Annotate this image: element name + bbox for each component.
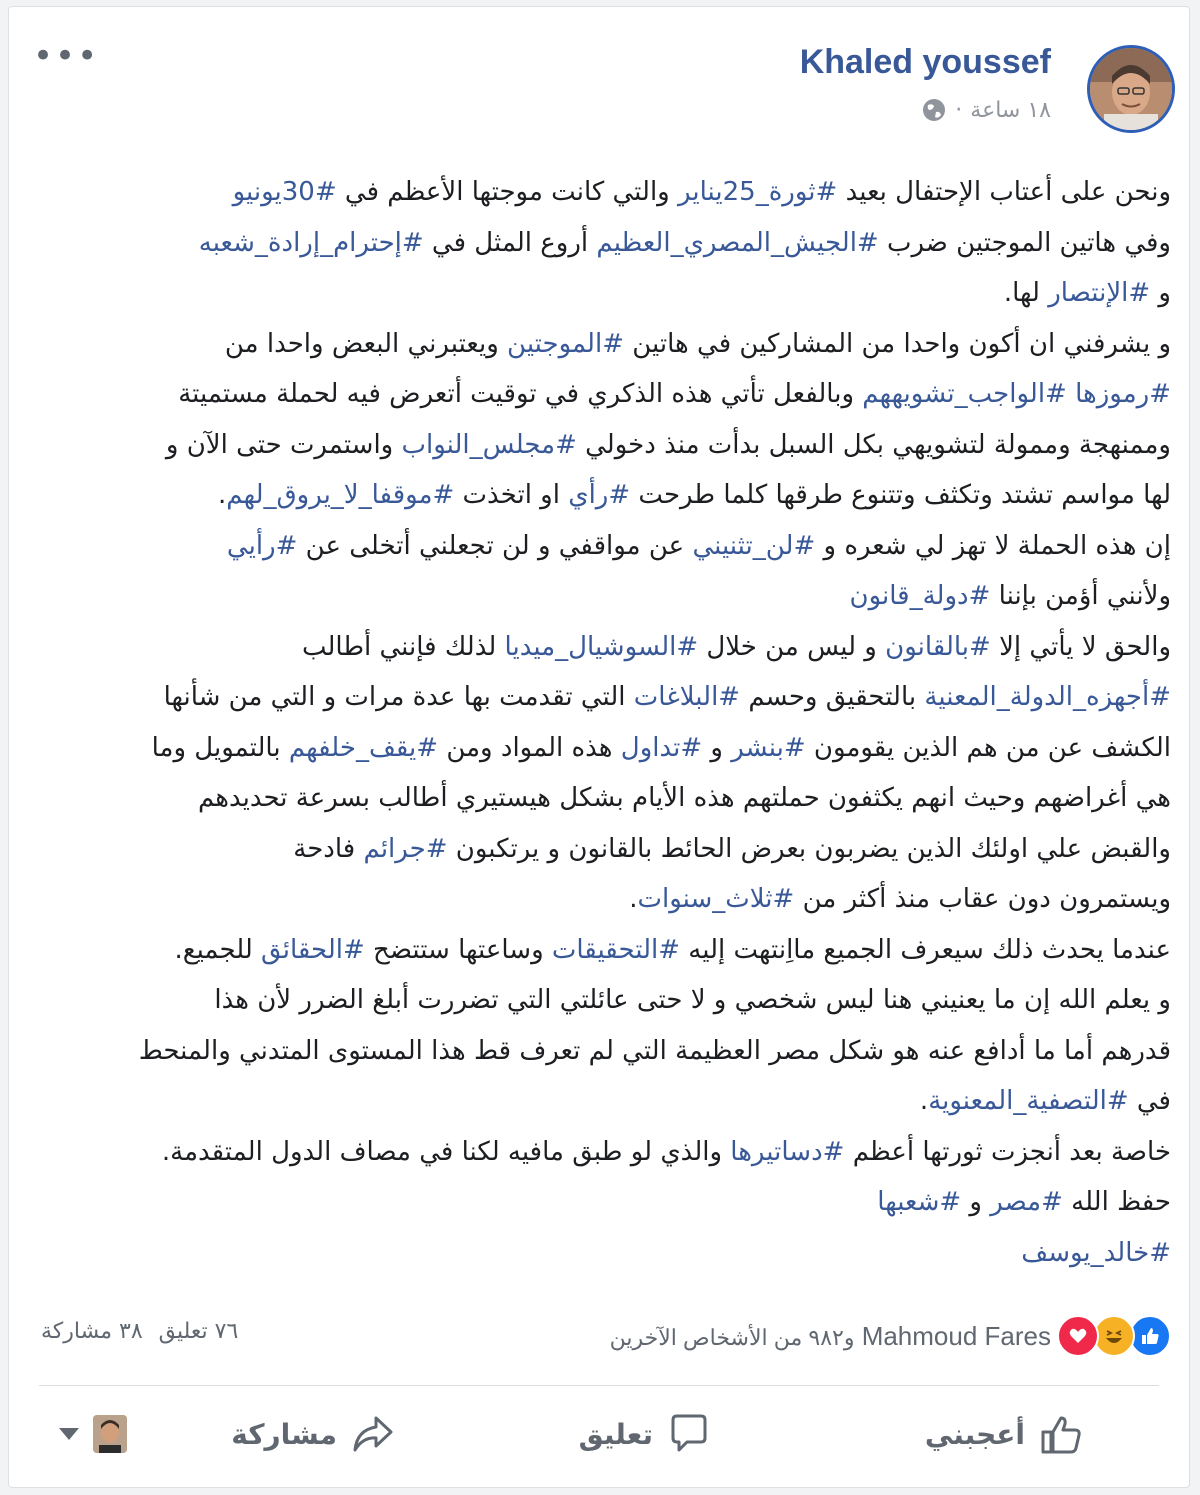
post-text-segment: و ليس من خلال [698, 631, 886, 662]
hashtag-link[interactable]: #رموزها [1075, 379, 1171, 409]
post-text-line [39, 470, 1171, 521]
post-text-segment: والتي كانت موجتها الأعظم في [336, 177, 678, 207]
post-text-segment: ونحن على أعتاب الإحتفال بعيد [837, 177, 1171, 207]
hashtag-link[interactable]: #ثورة_25يناير [678, 177, 838, 207]
post-text-segment: والقبض علي اولئك الذين يضربون بعرض الحائط بالقانون و يرتكبون [447, 833, 1171, 864]
post-text [39, 167, 1171, 1278]
post-text-segment: ويعتبرني البعض واحدا من [224, 328, 508, 359]
hashtag-link[interactable]: #بنشر [731, 732, 806, 763]
post-text-segment: أروع المثل في [423, 227, 597, 258]
hashtag-link[interactable]: #مجلس_النواب [401, 429, 577, 460]
post-text-segment: عن مواقفي و لن تجعلني أتخلى عن [297, 530, 693, 561]
post-card [8, 6, 1190, 1488]
engagement-counts [41, 1319, 238, 1344]
post-text-line [39, 874, 1171, 925]
post-text-line [39, 1177, 1171, 1228]
post-text-line [39, 672, 1171, 723]
comments-count[interactable]: ٧٦ تعليق [158, 1319, 239, 1344]
reaction-names[interactable] [610, 1321, 1051, 1352]
post-text-segment: لها. [1003, 278, 1049, 308]
chevron-down-icon [59, 1428, 79, 1440]
comment-bubble-icon [665, 1410, 713, 1458]
post-text-segment [1067, 379, 1075, 409]
hashtag-link[interactable]: #دساتيرها [730, 1136, 845, 1167]
reactions-summary[interactable] [610, 1315, 1171, 1357]
post-text-segment: ولأنني أؤمن بإننا [990, 581, 1171, 611]
post-text-line [39, 975, 1171, 1026]
post-text-segment: والحق لا يأتي إلا [990, 631, 1171, 662]
post-text-line [39, 723, 1171, 774]
user-mini-avatar [93, 1415, 127, 1453]
reaction-first-name[interactable]: Mahmoud Fares [861, 1320, 1051, 1351]
share-button[interactable] [231, 1399, 397, 1469]
author-avatar[interactable] [1087, 45, 1175, 133]
hashtag-link[interactable]: #دولة_قانون [849, 581, 991, 611]
post-text-line [39, 369, 1171, 420]
hashtag-link[interactable]: #أجهزه_الدولة_المعنية [924, 682, 1171, 712]
hashtag-link[interactable]: #الإنتصار [1048, 278, 1151, 308]
meta-separator: · [955, 97, 963, 123]
post-text-segment: فادحة [293, 833, 364, 864]
post-text-segment: بالتحقيق وحسم [740, 682, 925, 712]
post-text-segment: التي تقدمت بها عدة مرات و التي من شأنها [163, 682, 634, 712]
reaction-others[interactable]: و٩٨٢ من الأشخاص الآخرين [609, 1324, 855, 1350]
hashtag-link[interactable]: #رأي [568, 480, 631, 510]
post-text-segment: والذي لو طبق مافيه لكنا في مصاف الدول المتقدمة. [161, 1136, 731, 1167]
hashtag-link[interactable]: #لن_تثنيني [692, 530, 816, 561]
comment-button[interactable] [579, 1399, 713, 1469]
post-text-segment: لذلك فإنني أطالب [301, 631, 505, 662]
haha-reaction-icon [1093, 1315, 1135, 1357]
post-text-segment: وممنهجة وممولة لتشويهي بكل السبل بدأت منذ دخولي [576, 429, 1171, 460]
like-button[interactable] [925, 1399, 1085, 1469]
action-bar [9, 1399, 1189, 1475]
post-text-line [39, 1026, 1171, 1077]
post-text-segment: للجميع. [174, 934, 262, 965]
post-text-segment: . [919, 1086, 929, 1116]
post-text-segment: و [702, 732, 732, 763]
post-text-segment: و يعلم الله إن ما يعنيني هنا ليس شخصي و لا حتى عائلتي التي تضررت أبلغ الضرر لأن هذا [214, 985, 1171, 1015]
hashtag-link[interactable]: #شعبها [877, 1187, 962, 1217]
post-text-line [39, 218, 1171, 269]
post-text-segment: في [1128, 1086, 1171, 1116]
post-text-segment: واستمرت حتى الآن و [165, 429, 402, 460]
hashtag-link[interactable]: #الموجتين [507, 328, 624, 359]
hashtag-link[interactable]: #يقف_خلفهم [288, 732, 439, 763]
post-text-segment: هذه المواد ومن [438, 732, 621, 763]
post-text-segment: إن هذه الحملة لا تهز لي شعره و [815, 530, 1171, 561]
share-arrow-icon [349, 1410, 397, 1458]
post-text-segment: الكشف عن من هم الذين يقومون [805, 732, 1171, 763]
hashtag-link[interactable]: #موقفا_لا_يروق_لهم [226, 480, 455, 510]
hashtag-link[interactable]: #رأيي [226, 530, 298, 561]
post-text-line [39, 773, 1171, 824]
hashtag-link[interactable]: #الواجب_تشويههم [862, 379, 1067, 409]
hashtag-link[interactable]: #تداول [620, 732, 703, 763]
post-text-segment: وبالفعل تأتي هذه الذكري في توقيت أتعرض فيه لحملة مستميتة [178, 379, 863, 409]
post-time[interactable]: ١٨ ساعة [970, 97, 1051, 123]
author-name[interactable]: Khaled youssef [799, 43, 1051, 81]
hashtag-link[interactable]: #بالقانون [885, 631, 991, 662]
hashtag-link[interactable]: #التحقيقات [551, 934, 681, 965]
post-text-segment: حفظ الله [1062, 1187, 1171, 1217]
post-text-segment: و [961, 1187, 991, 1217]
divider [39, 1385, 1159, 1386]
post-options-button[interactable]: ••• [33, 36, 100, 76]
like-label: أعجبني [924, 1417, 1025, 1451]
hashtag-link[interactable]: #إحترام_إرادة_شعبه [198, 227, 424, 258]
post-text-segment: عندما يحدث ذلك سيعرف الجميع مااِنتهت إليه [680, 934, 1171, 965]
post-text-segment: . [218, 480, 227, 510]
post-text-line [39, 622, 1171, 673]
hashtag-link[interactable]: #البلاغات [633, 682, 741, 712]
post-text-segment: بالتمويل وما [151, 732, 289, 763]
author-photo [1090, 48, 1172, 130]
thumbs-up-icon [1037, 1410, 1085, 1458]
post-text-line [39, 521, 1171, 572]
post-text-line [39, 420, 1171, 471]
post-text-segment: وفي هاتين الموجتين ضرب [878, 227, 1171, 258]
post-text-segment: ويستمرون دون عقاب منذ أكثر من [794, 884, 1171, 914]
share-as-selector[interactable] [59, 1415, 127, 1453]
hashtag-link[interactable]: #خالد_يوسف [1021, 1237, 1171, 1268]
post-text-line [39, 1228, 1171, 1279]
post-text-segment: . [629, 884, 638, 914]
post-text-line [39, 824, 1171, 875]
hashtag-link[interactable]: #الحقائق [261, 934, 365, 965]
post-text-line [39, 268, 1171, 319]
post-text-segment: وساعتها ستتضح [364, 934, 552, 965]
post-text-segment: هي أغراضهم وحيث انهم يكثفون حملتهم هذه الأيام بشكل هيستيري أطالب بسرعة تحديدهم [197, 783, 1171, 813]
post-text-segment: و [1150, 278, 1171, 308]
hashtag-link[interactable]: #ثلاث_سنوات [637, 884, 795, 914]
hashtag-link[interactable]: #الجيش_المصري_العظيم [596, 227, 879, 258]
post-text-segment: خاصة بعد أنجزت ثورتها أعظم [844, 1136, 1171, 1167]
like-reaction-icon [1129, 1315, 1171, 1357]
hashtag-link[interactable]: #السوشيال_ميديا [504, 631, 699, 662]
love-reaction-icon [1057, 1315, 1099, 1357]
hashtag-link[interactable]: #جرائم [363, 833, 448, 864]
post-meta [921, 97, 1051, 123]
post-text-line [39, 1076, 1171, 1127]
globe-icon[interactable] [921, 97, 947, 123]
post-text-segment: و يشرفني ان أكون واحدا من المشاركين في هاتين [623, 328, 1171, 359]
post-text-segment: لها مواسم تشتد وتكثف وتتنوع طرقها كلما طرحت [630, 480, 1171, 510]
post-text-line [39, 571, 1171, 622]
hashtag-link[interactable]: #30يونيو [232, 177, 337, 207]
post-text-line [39, 319, 1171, 370]
comment-label: تعليق [578, 1417, 653, 1451]
post-text-line [39, 167, 1171, 218]
post-text-segment: او اتخذت [454, 480, 569, 510]
post-text-line [39, 1127, 1171, 1178]
post-text-segment: قدرهم أما ما أدافع عنه هو شكل مصر العظيمة التي لم تعرف قط هذا المستوى المتدني والمنحط [138, 1035, 1171, 1066]
post-text-line [39, 925, 1171, 976]
shares-count[interactable]: ٣٨ مشاركة [41, 1319, 143, 1344]
hashtag-link[interactable]: #التصفية_المعنوية [928, 1086, 1129, 1116]
hashtag-link[interactable]: #مصر [990, 1187, 1063, 1217]
share-label: مشاركة [231, 1417, 337, 1451]
